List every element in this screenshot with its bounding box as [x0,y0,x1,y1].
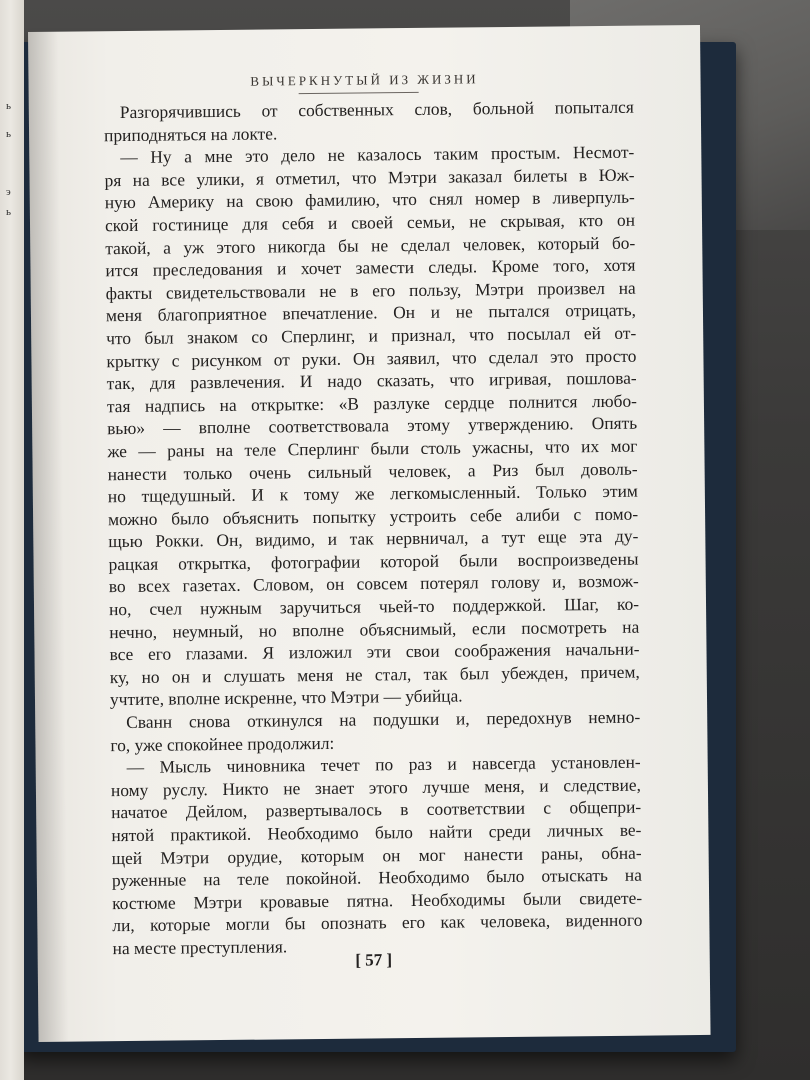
text-line: что был знаком со Сперлинг, и признал, что посылал ей от- [106,322,637,349]
text-line: нечно, неумный, но вполне объяснимый, если посмотреть на [109,616,640,642]
text-line: нятой практикой. Необходимо было найти среди личных ве- [111,819,642,846]
text-line: но, счел нужным заручиться чьей-то поддержкой. Шаг, ко- [108,593,640,620]
text-line: но тщедушный. И к тому же легкомысленный. Только этим [107,480,638,507]
text-line: Сванн снова откинулся на подушки и, передохнув немно- [126,706,641,733]
text-line: го, уже спокойнее продолжил: [110,732,335,755]
text-line: щей Мэтри орудие, которым он мог нанести раны, обна- [111,842,642,868]
text-line: крытку с рисунком от руки. Он заявил, что сделал это просто [106,345,637,371]
text-line: так, для развлечения. И надо сказать, что игривая, пошлова- [106,367,637,394]
text-line: — Ну а мне это дело не казалось таким простым. Несмот- [120,141,635,168]
text-line: ному руслу. Никто не знает этого лучше меня, и следствие, [110,774,642,800]
body-text [104,96,643,960]
text-line: ку, но он и слушать меня не стал, так был убежден, причем, [109,661,640,688]
page-number: [ 57 ] [355,950,393,970]
text-line: можно было объяснить попытку устроить себе алиби с помо- [107,503,639,529]
text-line: ской гостинице для себя и своей семьи, не скрывая, кто он [104,209,636,236]
text-line: же — раны на теле Сперлинг были столь ужасны, что их мог [107,435,638,462]
text-line: учтите, вполне искренне, что Мэтри — убийца. [109,685,463,710]
text-line: Разгорячившись от собственных слов, больной попытался [119,96,634,123]
text-line: начатое Дейлом, развертывалось в соответствии с общепри- [111,797,642,823]
text-line: меня благоприятное впечатление. Он и не пытался отрицать, [105,299,637,326]
left-page-edge [0,0,24,1080]
text-line: тая надпись на открытке: «В разлуке сердце полнится любо- [106,390,637,416]
left-page-glyph: ь [6,206,12,218]
running-header: ВЫЧЕРКНУТЫЙ ИЗ ЖИЗНИ [250,71,479,89]
text-line: ря на все улики, я отметил, что Мэтри заказал билеты в Юж- [104,164,635,190]
text-line: ится преследования и хочет замести следы. Кроме того, хотя [105,254,636,281]
book-page [28,25,711,1042]
left-page-glyph: э [6,186,11,198]
header-rule [299,92,419,94]
left-page-glyph: ь [6,100,12,112]
text-line: вью» — вполне соответствовала этому утверждению. Опять [107,412,638,439]
text-line: ную Америку на свою фамилию, что снял номер в ливерпуль- [104,187,635,213]
text-line: нанести только очень сильный человек, а Риз был доволь- [107,458,638,484]
left-page-glyph: ь [6,128,12,140]
text-line: костюме Мэтри кровавые пятна. Необходимы были свидете- [112,887,643,913]
text-line: на месте преступления. [112,936,288,959]
text-line: приподняться на локте. [103,122,278,145]
text-line: все его глазами. Я изложил эти свои соображения начальни- [109,638,640,665]
text-line: щью Рокки. Он, видимо, и так нервничал, а тут еще эта ду- [108,525,639,552]
text-line: руженные на теле покойной. Необходимо было отыскать на [111,864,642,891]
text-line: такой, а уж этого никогда бы не сделал человек, который бо- [105,232,636,258]
text-line: ли, которые могли бы опознать его как человека, виденного [112,909,643,936]
text-line: факты свидетельствовали не в его пользу, Мэтри произвел на [105,277,636,303]
text-line: — Мысль чиновника течет по раз и навсегда установлен- [126,751,641,778]
text-line: рацкая открытка, фотографии которой были воспроизведены [108,548,639,575]
text-line: во всех газетах. Словом, он совсем потерял голову и, возмож- [108,571,639,597]
